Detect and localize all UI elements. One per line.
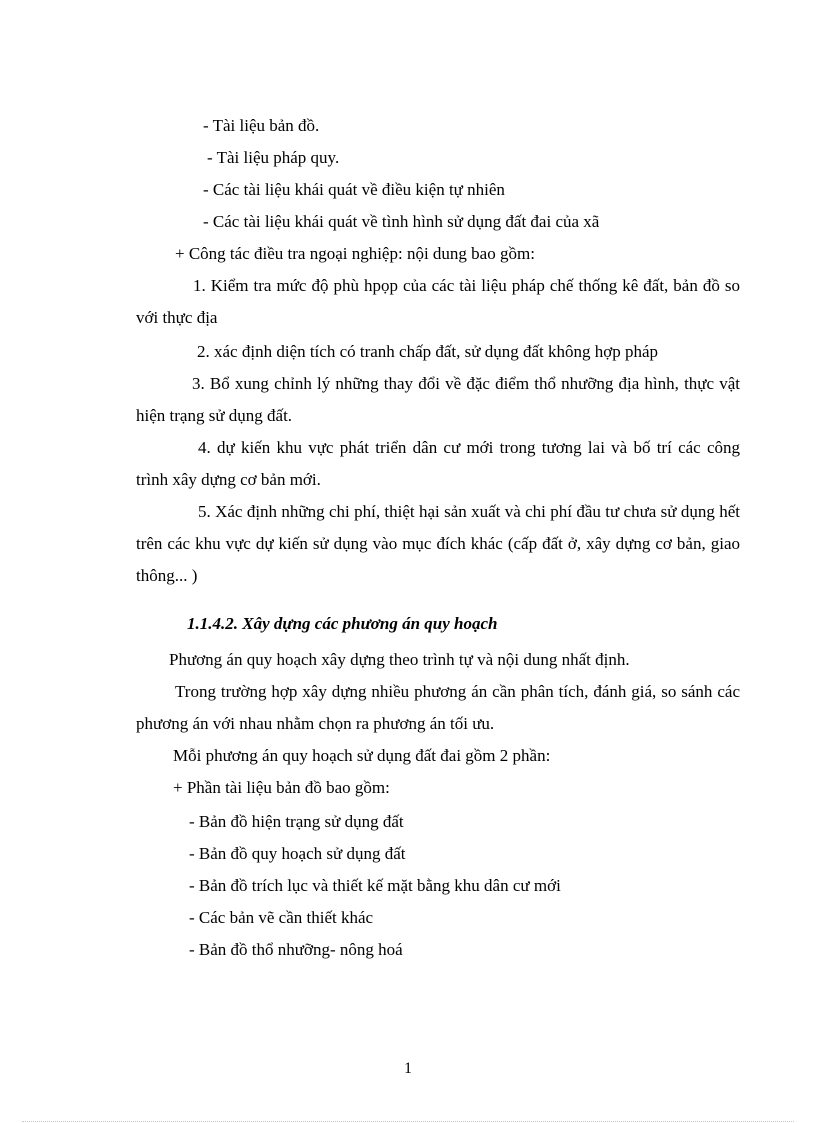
map-item-planning: - Bản đồ quy hoạch sử dụng đất [189, 844, 406, 863]
field-item-2: 2. xác định diện tích có tranh chấp đất, sử dụng đất không hợp pháp [197, 342, 659, 361]
field-item-1: 1. Kiểm tra mức độ phù hpọp của các tài liệu pháp chế thống kê đất, bản đồ so với thực địa [136, 276, 740, 327]
map-item-soil: - Bản đồ thổ nhưỡng- nông hoá [189, 940, 403, 959]
field-item-4: 4. dự kiến khu vực phát triển dân cư mới trong tương lai và bố trí các công trình xây dựng cơ bản mới. [136, 438, 740, 489]
paragraph-comparison: Trong trường hợp xây dựng nhiều phương án cần phân tích, đánh giá, so sánh các phương án với nhau nhằm chọn ra phương án tối ưu. [136, 682, 740, 733]
section-heading: 1.1.4.2. Xây dựng các phương án quy hoạch [187, 614, 498, 633]
map-section-intro: + Phần tài liệu bản đồ bao gồm: [173, 778, 390, 797]
map-item-current-use: - Bản đồ hiện trạng sử dụng đất [189, 812, 404, 831]
material-item-natural-conditions: - Các tài liệu khái quát về điều kiện tự nhiên [203, 180, 505, 199]
field-survey-intro: + Công tác điều tra ngoại nghiệp: nội dung bao gồm: [175, 244, 535, 263]
material-item-land-use: - Các tài liệu khái quát về tình hình sử dụng đất đai của xã [203, 212, 600, 231]
field-item-3: 3. Bổ xung chỉnh lý những thay đổi về đặc điểm thổ nhưỡng địa hình, thực vật hiện trạng sử dụng đất. [136, 374, 740, 425]
map-item-drawings: - Các bản vẽ cần thiết khác [189, 908, 374, 927]
field-item-5: 5. Xác định những chi phí, thiệt hại sản xuất và chi phí đầu tư chưa sử dụng hết trên các khu vực dự kiến sử dụng vào mục đích khác (cấp đất ở, xây dựng cơ bản, giao thông... ) [136, 502, 740, 585]
material-item-maps: - Tài liệu bản đồ. [203, 116, 320, 135]
footer-divider [22, 1121, 794, 1122]
page-number: 1 [404, 1060, 412, 1077]
paragraph-two-parts: Mỗi phương án quy hoạch sử dụng đất đai gồm 2 phần: [173, 746, 551, 765]
map-item-residential: - Bản đồ trích lục và thiết kế mặt bằng khu dân cư mới [189, 876, 561, 895]
paragraph-sequence: Phương án quy hoạch xây dựng theo trình tự và nội dung nhất định. [169, 650, 630, 669]
material-item-legal: - Tài liệu pháp quy. [207, 148, 340, 167]
